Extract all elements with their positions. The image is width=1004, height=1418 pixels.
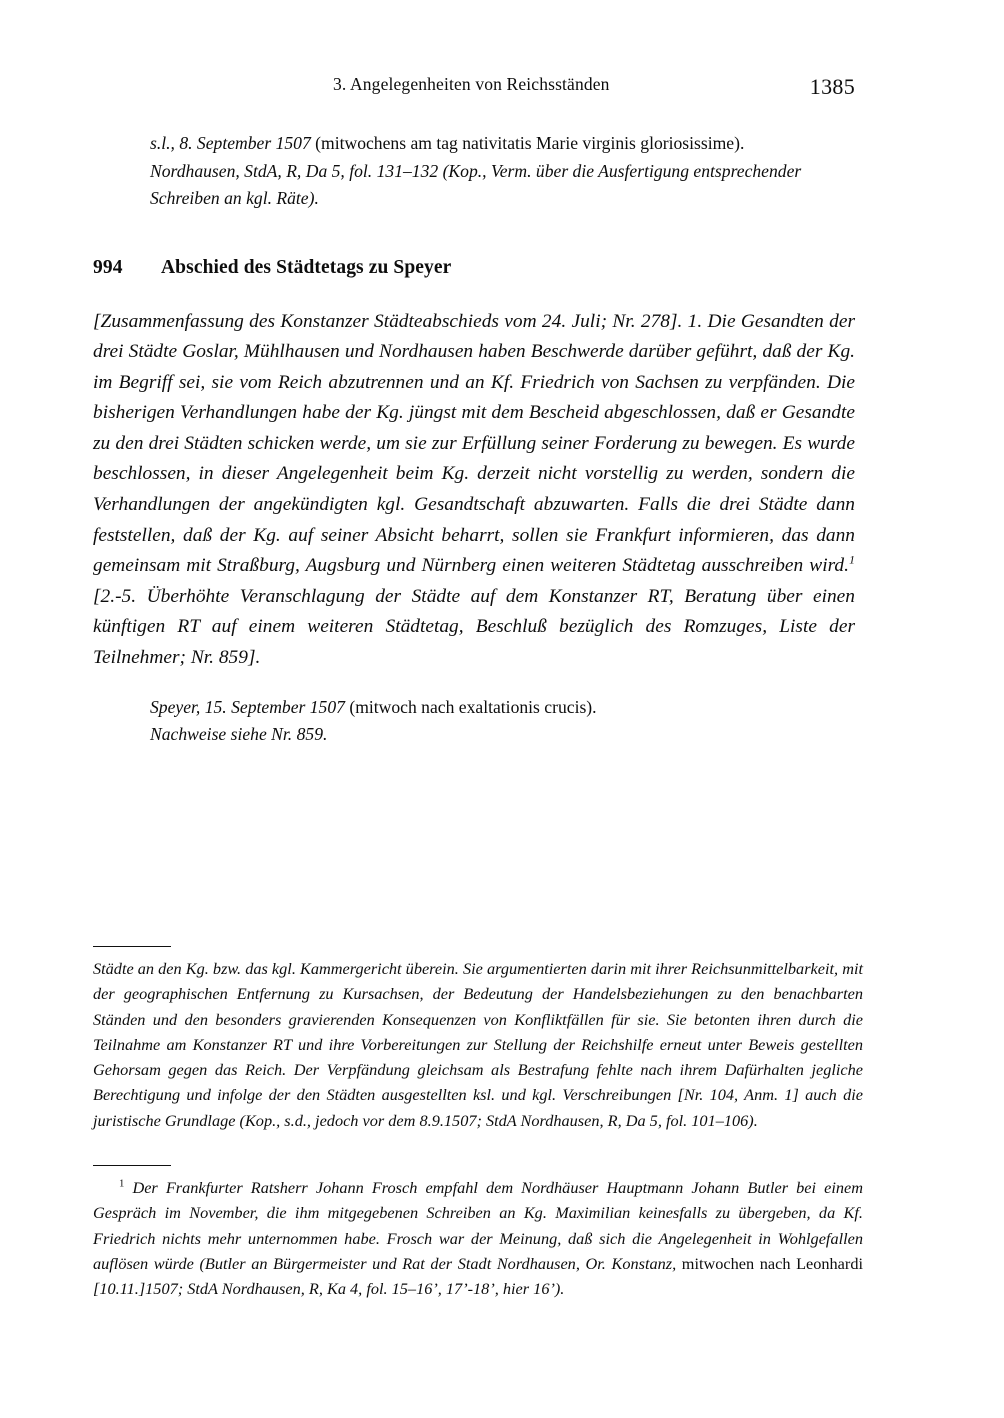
datum-block [150, 694, 855, 748]
regest-footnote-marker: 1 [848, 552, 855, 567]
footnote-continued: Städte an den Kg. bzw. das kgl. Kammergericht überein. Sie argumentierten darin mit ihrer Reichsunmittelbarkeit, mit der geographischen Entfernung zu Kursachsen, der Bedeutung der Handelsbeziehungen zu den benachbarten Ständen und den besonders gravierenden Konsequenzen von Konfliktfällen für sie. Sie betonten ihren durch die Teilnahme am Konstanzer RT und ihre Vorbereitungen zur Stellung der Reichshilfe erneut unter Beweis gestellten Gehorsam gegen das Reich. Der Verpfändung gleichsam als Bestrafung fehlte nach ihrem Dafürhalten jegliche Berechtigung und infolge der den Städten ausgestellten ksl. und kgl. Verschreibungen [Nr. 104, Anm. 1] auch die juristische Grundlage (Kop., s.d., jedoch vor dem 8.9.1507; StdA Nordhausen, R, Da 5, fol. 101–106). [93, 959, 863, 1130]
regest-paragraph [93, 307, 855, 674]
footnote-spacer [93, 1133, 863, 1165]
document-number: 994 [93, 256, 123, 278]
footnote-1 [93, 1175, 863, 1301]
page-number: 1385 [809, 74, 855, 99]
footnote-rule-1 [93, 1165, 171, 1166]
document-title: Abschied des Städtetags zu Speyer [161, 256, 452, 278]
source-date-note: (mitwochens am tag nativitatis Marie virginis gloriosissime). [310, 133, 745, 153]
page-content [93, 0, 855, 748]
document-heading [93, 257, 855, 279]
datum-line [150, 694, 855, 721]
footnote-1-part1: Der Frankfurter Ratsherr Johann Frosch empfahl dem Nordhäuser Hauptmann Johann Butler bei einem Gespräch im November, die ihm mitgegebenen Schreiben an Kg. Maximilian keinesfalls zu übergeben, da Kf. Friedrich nichts mehr unternommen habe. Frosch war der Meinung, daß sich die Angelegenheit in Wohlgefallen auflösen würde (Butler an Bürgermeister und Rat der Stadt Nordhausen, Or. Konstanz, [93, 1178, 863, 1273]
footnote-1-roman: mitwochen nach Leonhardi [676, 1253, 863, 1273]
footnote-1-part2: [10.11.]1507; StdA Nordhausen, R, Ka 4, fol. 15–16’, 17’-18’, hier 16’). [93, 1279, 565, 1299]
regest-text-part2: [2.-5. Überhöhte Veranschlagung der Städte auf dem Konstanzer RT, Beratung über einen künftigen RT auf einem weiteren Städtetag, Beschluß bezüglich des Romzuges, Liste der Teilnehmer; Nr. 859]. [93, 585, 855, 669]
source-date: s.l., 8. September 1507 [150, 133, 311, 153]
datum-place-date: Speyer, 15. September 1507 [150, 696, 345, 717]
regest-text-part1: [Zusammenfassung des Konstanzer Städteabschieds vom 24. Juli; Nr. 278]. 1. Die Gesandten der drei Städte Goslar, Mühlhausen und Nordhausen haben Beschwerde darüber geführt, daß der Kg. im Begriff sei, sie vom Reich abzutrennen und an Kf. Friedrich von Sachsen zu verpfänden. Die bisherigen Verhandlungen habe der Kg. jüngst mit dem Bescheid abgeschlossen, daß er Gesandte zu den drei Städten schicken werde, um sie zur Erfüllung seiner Forderung zu bewegen. Es wurde beschlossen, in dieser Angelegenheit beim Kg. derzeit nicht vorstellig zu werden, sondern die Verhandlungen der angekündigten kgl. Gesandtschaft abzuwarten. Falls die drei Städte dann feststellen, daß der Kg. auf seiner Absicht beharrt, sollen sie Frankfurt informieren, das dann gemeinsam mit Straßburg, Augsburg und Nürnberg einen weiteren Städtetag ausschreiben wird. [93, 310, 855, 577]
datum-note: (mitwoch nach exaltationis crucis). [344, 696, 597, 717]
source-archive-line: Nordhausen, StdA, R, Da 5, fol. 131–132 (Kop., Verm. über die Ausfertigung entsprechender Schreiben an kgl. Räte). [150, 160, 802, 208]
footnote-rule-continued [93, 946, 171, 947]
running-head [93, 74, 855, 114]
footnote-1-marker: 1 [119, 1177, 125, 1190]
footnote-area [93, 946, 863, 1302]
running-head-title: 3. Angelegenheiten von Reichsständen [333, 74, 610, 94]
source-date-line [150, 130, 855, 158]
nachweise-line: Nachweise siehe Nr. 859. [150, 723, 328, 744]
source-citation-block [150, 130, 855, 213]
